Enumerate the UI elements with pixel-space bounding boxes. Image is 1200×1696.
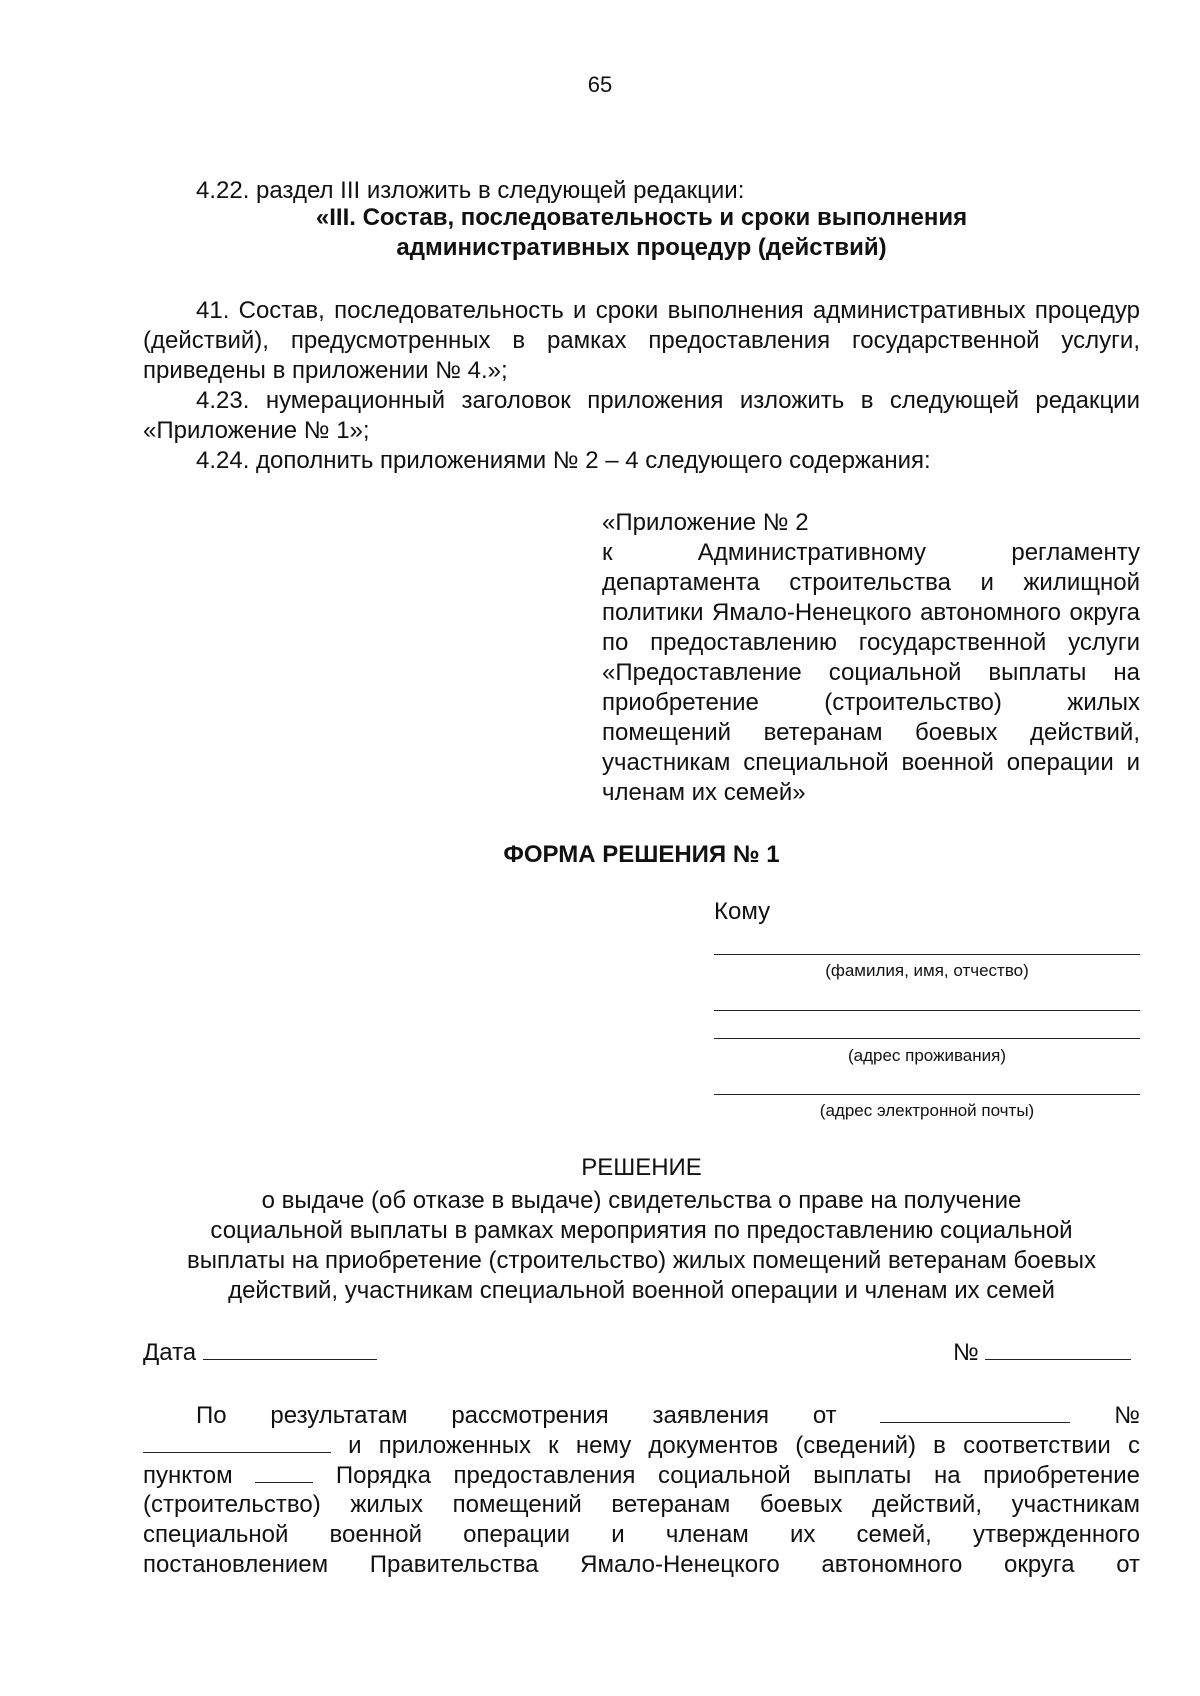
- address-caption: (адрес проживания): [847, 1046, 1006, 1065]
- recipient-label: Кому: [714, 898, 771, 925]
- body-line-4: (строительство) жилых помещений ветеранам боевых действий, участникам: [143, 1491, 1140, 1518]
- decision-line-3: выплаты на приобретение (строительство) жилых помещений ветеранам боевых: [187, 1247, 1096, 1274]
- decision-line-2: социальной выплаты в рамках мероприятия по предоставлению социальной: [210, 1217, 1073, 1244]
- paragraph-41: 41. Состав, последовательность и сроки выполнения административных процедур (действий), предусмотренных в рамках предоставления государственной услуги, приведены в приложении № 4.»;: [143, 297, 1140, 384]
- body-line-3-text-b: Порядка предоставления социальной выплаты на приобретение: [335, 1462, 1140, 1489]
- decision-line-1: о выдаче (об отказе в выдаче) свидетельства о праве на получение: [261, 1187, 1022, 1214]
- section-title-line-1: «III. Состав, последовательность и сроки выполнения: [315, 204, 968, 231]
- section-4-24: 4.24. дополнить приложениями № 2 – 4 следующего содержания:: [196, 447, 931, 474]
- address-line-1: [714, 1010, 1140, 1011]
- body-line-6: постановлением Правительства Ямало-Ненецкого автономного округа от: [143, 1551, 1140, 1578]
- date-field: [143, 1337, 377, 1368]
- section-title: [143, 203, 1140, 263]
- decision-line-4: действий, участникам специальной военной операции и членам их семей: [228, 1277, 1055, 1304]
- number-label: №: [953, 1339, 979, 1366]
- decision-body: [143, 1400, 1140, 1580]
- body-line-1-number: №: [1114, 1402, 1141, 1429]
- application-date-blank: [880, 1400, 1070, 1423]
- body-line-1-text: По результатам рассмотрения заявления от: [196, 1402, 837, 1429]
- address-line-2: [714, 1038, 1140, 1039]
- appendix-label: «Приложение № 2: [602, 509, 809, 536]
- body-line-3: [143, 1460, 1140, 1490]
- clause-blank: [255, 1460, 313, 1483]
- appendix-text: к Административному регламенту департамента строительства и жилищной политики Ямало-Ненецкого автономного округа по предоставлению государственной услуги «Предоставление социальной выплаты на приобретение (строительство) жилых помещений ветеранам боевых действий, участникам специальной военной операции и членам их семей»: [602, 539, 1140, 806]
- body-line-1: [143, 1400, 1140, 1430]
- email-caption: (адрес электронной почты): [819, 1101, 1035, 1120]
- section-4-23: 4.23. нумерационный заголовок приложения изложить в следующей редакции «Приложение № 1»;: [143, 387, 1140, 444]
- number-blank: [985, 1337, 1131, 1360]
- decision-title: РЕШЕНИЕ: [581, 1154, 702, 1181]
- appendix-header: [602, 508, 1140, 808]
- body-line-3-text-a: пунктом: [143, 1462, 233, 1489]
- body-line-2-text: и приложенных к нему документов (сведений) в соответствии с: [348, 1432, 1140, 1459]
- section-title-line-2: административных процедур (действий): [396, 234, 887, 261]
- date-label: Дата: [143, 1339, 197, 1366]
- page-number: 65: [587, 72, 613, 97]
- number-field: [953, 1337, 1131, 1368]
- body-line-5: специальной военной операции и членам их семей, утвержденного: [143, 1521, 1140, 1548]
- name-caption: (фамилия, имя, отчество): [825, 961, 1029, 980]
- date-blank: [203, 1337, 377, 1360]
- body-line-2: [143, 1430, 1140, 1460]
- section-4-22: 4.22. раздел III изложить в следующей редакции:: [196, 177, 745, 204]
- email-line: [714, 1094, 1140, 1095]
- form-title: ФОРМА РЕШЕНИЯ № 1: [503, 841, 780, 868]
- application-number-blank: [143, 1430, 331, 1453]
- decision-subtitle: [143, 1186, 1140, 1306]
- name-line: [714, 954, 1140, 955]
